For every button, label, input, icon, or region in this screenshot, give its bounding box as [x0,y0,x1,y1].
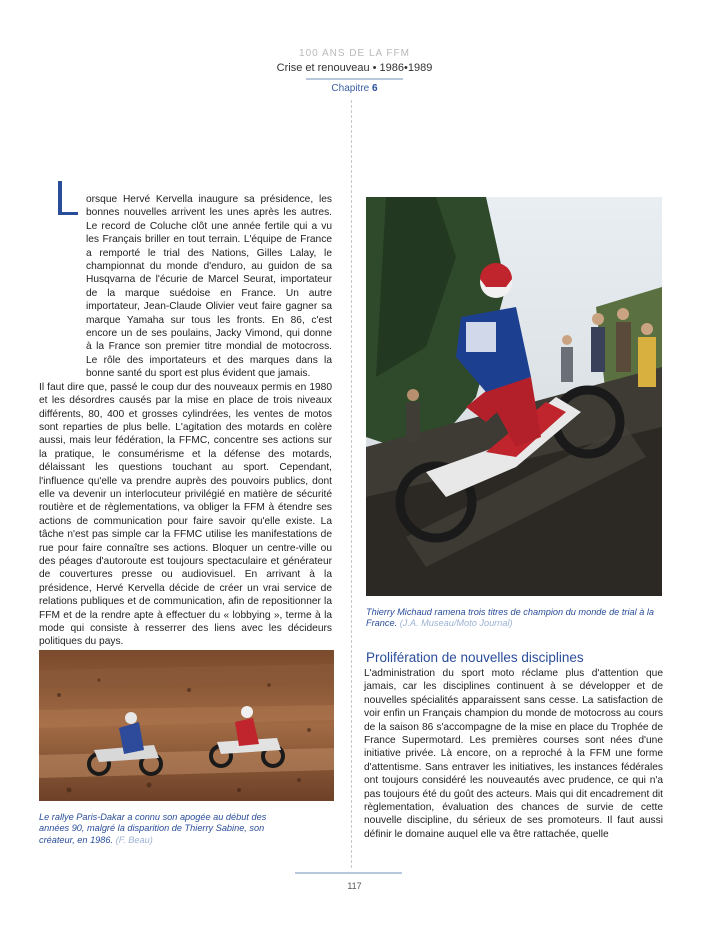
photo-credit: (F. Beau) [115,834,153,845]
second-paragraph: Il faut dire que, passé le coup dur des nouveaux permis en 1980 et les désordres causés par la mise en place de trois niveaux différents, 80, 400 et grosses cylindrées, les ventes de motos sont reparties de plus belle. L'agitation des motards en colère aussi, mais leur fédération, la FFMC, concentre ses actions sur la pratique, le consumérisme et la défense des motards, délaissant les questions touchant au sport. Cependant, l'influence qu'elle va prendre auprès des pouvoirs publics, dont elle va devenir un interlocuteur privilégié en matière de sécurité routière et de règlementations, va obliger la FFM à étendre ses actions de communication pour faire savoir qu'elle existe. La tâche n'est pas simple car la FFMC utilise les manifestations de rue pour faire connaître ses actions. Bloquer un centre-ville ou des péages d'autoroute est toujours spectaculaire et générateur de couvertures presse ou audiovisuel. En arrivant à la présidence, Hervé Kervella décide de créer un vrai service de relations publiques et de communication, afin de repositionner la FFM et de la rendre apte à effectuer du « lobbying », terme à la mode qui consiste à resserrer des liens avec les décideurs politiques du pays. [39,381,332,648]
dakar-rally-photo [39,650,334,801]
footer-rule [295,872,402,874]
photo-credit: (J.A. Museau/Moto Journal) [399,618,513,629]
caption-text: Le rallye Paris-Dakar a connu son apogée au début des années 90, malgré la disparition de Thierry Sabine, son créateur, en 1986. [39,812,267,845]
section-title: Prolifération de nouvelles disciplines [366,650,584,665]
column-divider [351,100,352,868]
left-column-text [39,193,332,649]
header-rule [306,78,403,80]
right-column-text [364,667,663,841]
dakar-photo-caption [39,812,279,846]
chapter-subtitle: Crise et renouveau • 1986•1989 [276,62,433,74]
book-series-title: 100 ANS DE LA FFM [299,48,410,59]
chapter-number: 6 [372,83,378,94]
intro-paragraph: orsque Hervé Kervella inaugure sa présidence, les bonnes nouvelles arrivent les unes après les autres. Le record de Coluche clôt une année fertile qui a vu les Français briller en tout terrain. L'équipe de France a remporté le trial des Nations, Gilles Lalay, le championnat du monde d'enduro, au guidon de sa Husqvarna de l'écurie de Marcel Seurat, importateur de la marque suédoise en France. Un autre importateur, Jean-Claude Olivier veut faire gagner sa marque Yamaha sur tous les fronts. En 86, c'est encore un de ses poulains, Jacky Vimond, qui donne à la France son premier titre mondial de motocross. Le rôle des importateurs et des marques dans la bonne santé du sport est plus évident que jamais. [86,194,332,380]
trial-rider-photo [366,197,662,596]
trial-photo-caption [366,607,662,630]
caption-text: Thierry Michaud ramena trois titres de champion du monde de trial à la France. [366,607,655,629]
chapter-word: Chapitre [331,83,370,94]
page-number: 117 [347,881,362,891]
section-paragraph: L'administration du sport moto réclame plus d'attention que jamais, car les disciplines continuent à se développer et de nouvelles spécialités apparaissent sans cesse. La satisfaction de voir enfin un Français champion du monde de motocross au cours de la saison 86 s'accompagne de la mise en place du Trophée de France Supermotard. Les premières courses sont nées d'une initiative privée. Là encore, on a reproché à la FFM une forme d'attentisme. Sans entraver les initiatives, les instances fédérales ont toujours considéré les nouveautés avec prudence, ce qui n'a pas toujours été du goût des acteurs. Mais qui dit encadrement dit règlementation, évaluation des chances de survie de cette nouvelle discipline, du sérieux de ses promoteurs. Il faut aussi définir le domaine auquel elle va être rattachée, quelle [364,668,663,840]
chapter-label [0,83,709,94]
